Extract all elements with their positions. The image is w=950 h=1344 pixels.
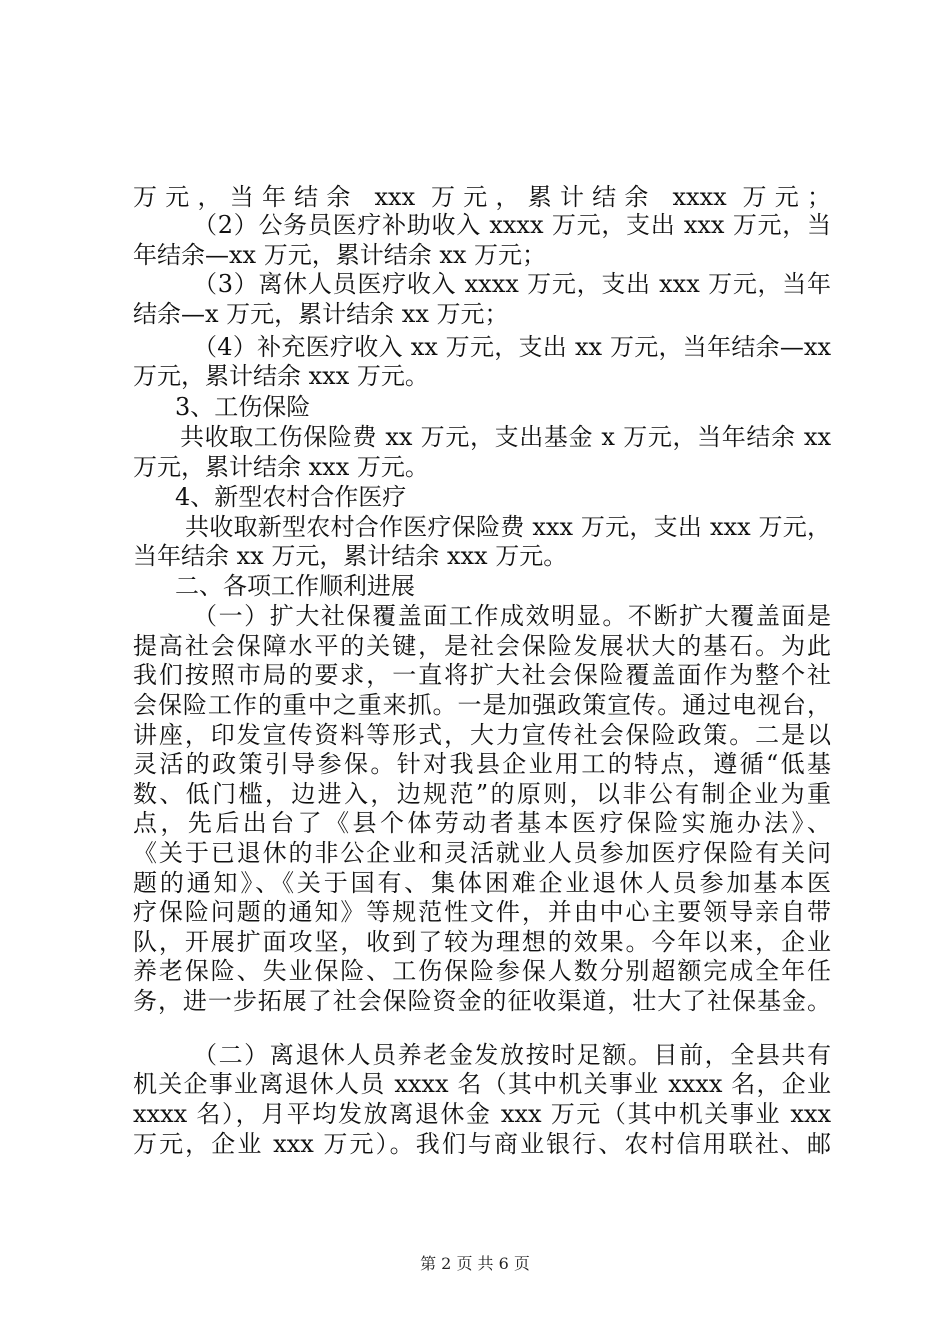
paragraph-line: 题的通知》、《关于国有、集体困难企业退休人员参加基本医	[133, 869, 831, 897]
paragraph-line: 讲座，印发宣传资料等形式，大力宣传社会保险政策。二是以	[133, 721, 831, 749]
paragraph-line: 数、低门槛，边进入，边规范”的原则，以非公有制企业为重	[133, 780, 831, 808]
list-item-line: 年结余—xx 万元，累计结余 xx 万元；	[133, 241, 547, 269]
paragraph-line: 灵活的政策引导参保。针对我县企业用工的特点，遵循“低基	[133, 750, 831, 778]
section-heading: 3、工伤保险	[175, 393, 311, 421]
paragraph-line: 机关企事业离退休人员 xxxx 名（其中机关事业 xxxx 名，企业	[133, 1070, 831, 1098]
body-line: 万元，累计结余 xxx 万元。	[133, 453, 429, 481]
body-line: 当年结余 xx 万元，累计结余 xxx 万元。	[133, 542, 568, 570]
list-item-line: （4）补充医疗收入 xx 万元，支出 xx 万元，当年结余—xx	[193, 333, 831, 361]
paragraph-line: （二）离退休人员养老金发放按时足额。目前，全县共有	[193, 1041, 831, 1069]
paragraph-line: 会保险工作的重中之重来抓。一是加强政策宣传。通过电视台，	[133, 691, 831, 719]
paragraph-line: （一）扩大社保覆盖面工作成效明显。不断扩大覆盖面是	[193, 602, 831, 630]
section-heading: 4、新型农村合作医疗	[175, 483, 407, 511]
paragraph-line: 点，先后出台了《县个体劳动者基本医疗保险实施办法》、	[133, 809, 831, 837]
body-line: 万元，当年结余 xxx 万元，累计结余 xxxx 万元；	[133, 183, 831, 211]
paragraph-line: 疗保险问题的通知》等规范性文件，并由中心主要领导亲自带	[133, 898, 831, 926]
list-item-line: （2）公务员医疗补助收入 xxxx 万元，支出 xxx 万元，当	[193, 211, 831, 239]
list-item-line: （3）离休人员医疗收入 xxxx 万元，支出 xxx 万元，当年	[193, 270, 831, 298]
paragraph-line: 我们按照市局的要求，一直将扩大社会保险覆盖面作为整个社	[133, 661, 831, 689]
body-line: 共收取工伤保险费 xx 万元，支出基金 x 万元，当年结余 xx	[180, 423, 831, 451]
list-item-line: 结余—x 万元，累计结余 xx 万元；	[133, 300, 509, 328]
page-number-footer: 第 2 页 共 6 页	[420, 1254, 530, 1273]
paragraph-line: 万元，企业 xxx 万元）。我们与商业银行、农村信用联社、邮	[133, 1130, 831, 1158]
paragraph-line: 《关于已退休的非公企业和灵活就业人员参加医疗保险有关问	[133, 839, 831, 867]
section-heading: 二、各项工作顺利进展	[175, 572, 415, 600]
paragraph-line: 提高社会保障水平的关键，是社会保险发展状大的基石。为此	[133, 632, 831, 660]
list-item-line: 万元，累计结余 xxx 万元。	[133, 362, 429, 390]
paragraph-line: 队，开展扩面攻坚，收到了较为理想的效果。今年以来，企业	[133, 928, 831, 956]
body-line: 共收取新型农村合作医疗保险费 xxx 万元，支出 xxx 万元，	[185, 513, 831, 541]
paragraph-line: xxxx 名），月平均发放离退休金 xxx 万元（其中机关事业 xxx	[133, 1100, 831, 1128]
paragraph-line: 养老保险、失业保险、工伤保险参保人数分别超额完成全年任	[133, 957, 831, 985]
paragraph-line: 务，进一步拓展了社会保险资金的征收渠道，壮大了社保基金。	[133, 987, 831, 1015]
